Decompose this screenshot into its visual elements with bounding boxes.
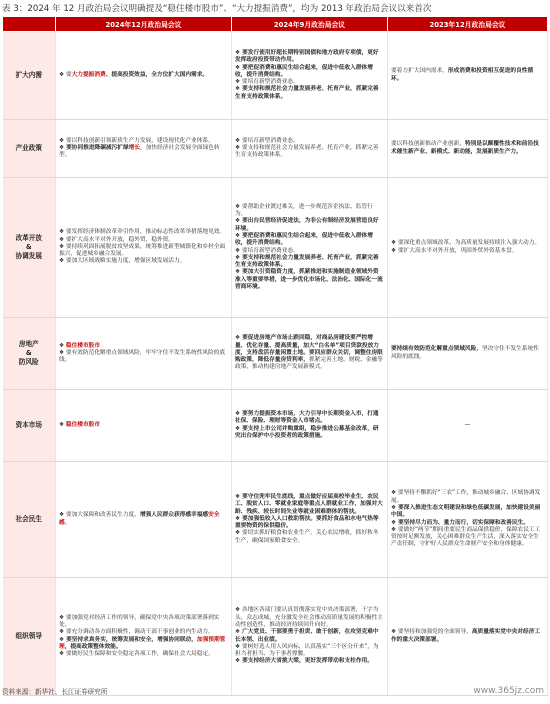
- cell-text: 稳住楼市股市: [65, 342, 101, 349]
- content-cell: [388, 32, 548, 120]
- cell-text: 加大“白名单”项目贷款投放力度，支持盘活存量闲置土地。要回应群众关切，调整住房限购政策，降低存量房贷利率，: [235, 342, 383, 364]
- cell-text: ❖ 要发挥经济体制改革牵引作用，推动标志性改革举措落地见效。: [59, 229, 226, 236]
- content-cell: [388, 390, 548, 462]
- category-cell: [3, 390, 56, 462]
- cell-text: ❖ 要培育新型消费业态。: [235, 137, 299, 144]
- cell-text: ❖ 要守住兜牢民生底线，重点做好应届高校毕业生、农民工、脱贫人口、零就业家庭等重点人群就业工作，加强对大龄、残疾、较长时间失业等就业困难群体的帮扶。: [235, 493, 383, 515]
- content-cell: [56, 32, 232, 120]
- cell-text: ❖ 要切实抓好粮食和农业生产，关心农民增收，抓好秋冬生产，确保国家粮食安全。: [235, 530, 379, 544]
- cell-text: ❖ 广大党员、干部要勇于担责、敢于创新，在攻坚克难中长本领、出业绩。: [235, 629, 379, 643]
- cell-text: 增强人民群众获得感幸福感: [139, 512, 209, 519]
- cell-text: ❖ 要坚持求真务实，统筹发展和安全，增强协同联动，: [59, 636, 197, 643]
- cell-text: 安全感: [59, 512, 220, 526]
- content-cell: [388, 318, 548, 390]
- cell-text: ❖ 要出台民营经济促进法，为非公有制经济发展营造良好环境。: [235, 218, 379, 232]
- table-row: [3, 462, 548, 578]
- cell-text: ❖ 要把促消费和惠民生结合起来，促进中低收入群体增收，提升消费结构。: [235, 232, 373, 247]
- cell-text: ❖ 要深入推进生态文明建设和绿色低碳发展，加快建设美丽中国。: [391, 504, 541, 519]
- cell-text: 要持续有效防范化解重点领域风险，: [391, 346, 482, 353]
- header-cell: 2024年9月政治局会议: [232, 17, 388, 32]
- watermark: www.365jz.com: [473, 686, 544, 696]
- cell-text: ❖ 要支持和规范社会力量发展养老、托育产业，抓紧完善生育支持政策体系。: [235, 254, 379, 269]
- category-label: 产业政策: [15, 144, 42, 152]
- cell-text: ❖ 要持续巩固拓展脱贫攻坚成果，统筹推进新型城镇化和乡村全面振兴，促进城乡融合发展。: [59, 243, 226, 258]
- header-cell: 2024年12月政治局会议: [56, 17, 232, 32]
- cell-text: ❖ 要坚持和加强党的全面领导，: [391, 629, 472, 636]
- cell-text: ❖ 要加强低收入人口救助帮扶。要抓好食品和水电气热等重要物资的保供稳价。: [235, 515, 379, 530]
- cell-text: ❖ 要加强党对经济工作的领导，确保党中央各项决策部署落到实处。: [59, 614, 220, 628]
- cell-text: ❖ 要培育新型消费业态。: [235, 247, 299, 254]
- table-row: [3, 390, 548, 462]
- comparison-table: [2, 16, 548, 696]
- cell-text: 稳住楼市股市: [65, 421, 101, 428]
- category-cell: [3, 578, 56, 696]
- content-cell: [388, 120, 548, 178]
- cell-text: ，加快经济社会发展全面绿色转型。: [59, 144, 220, 159]
- content-cell: [232, 390, 388, 462]
- table-row: [3, 318, 548, 390]
- category-label: 房地产: [18, 340, 39, 348]
- cell-text: ❖ 要支持经济大省挑大梁，更好发挥带动和支柱作用。: [235, 658, 373, 665]
- cell-text: 要以科技创新推动产业创新，: [391, 141, 465, 148]
- table-row: [3, 178, 548, 318]
- content-cell: [56, 178, 232, 318]
- cell-text: ❖ 要深化重点领域改革，为高质量发展持续注入强大动力。: [391, 240, 541, 247]
- category-label: &: [25, 349, 32, 357]
- cell-text: ❖: [59, 421, 66, 428]
- cell-text: ❖ 要: [59, 71, 72, 78]
- cell-text: ❖ 要支持和规范社会力量发展养老、托育产业，抓紧完善生育支持政策体系。: [235, 86, 379, 100]
- cell-text: ❖ 要努力提振资本市场，大力引导中长期资金入市，打通社保、保险、理财等资金入市堵点。: [235, 410, 379, 425]
- content-cell: [56, 318, 232, 390]
- cell-text: ❖ 要坚持尽力而为、量力而行，切实保障和改善民生。: [391, 519, 529, 526]
- cell-text: ❖ 要支持和规范社会力量发展养老、托育产业，抓紧完善生育支持政策体系。: [235, 144, 379, 159]
- cell-text: 、提高投资效益，全方位扩大国内需求。: [105, 71, 209, 78]
- content-cell: [56, 390, 232, 462]
- category-label: 扩大内需: [15, 71, 42, 79]
- cell-text: ❖ 要扩大高水平对外开放，稳外贸、稳外资。: [59, 236, 174, 243]
- table-header-row: [3, 17, 548, 32]
- cell-text: ❖ 要加大引资稳资力度，抓紧推进和实施制造业领域外资准入等重要举措，进一步优化市场化、法治化、国际化一流营商环境。: [235, 269, 383, 290]
- cell-text: ❖ 要把促消费和惠民生结合起来，促进中低收入群体增收，提升消费结构。: [235, 64, 373, 78]
- cell-text: ❖ 要做好“两节”期间重要民生商品保供稳价，保障农民工工资按时足额发放，关心困难群众生产生活，深入落实安全生产责任制，守护好人民群众生命财产安全和身体健康。: [391, 526, 541, 548]
- category-label: 资本市场: [15, 421, 42, 429]
- cell-text: 特别是以颠覆性技术和前沿技术催生新产业、新模式、新动能，发展新质生产力。: [391, 141, 539, 155]
- cell-text: ❖ 要促进房地产市场止跌回稳，对商品房建设要严控增量、优化存量、提高质量，: [235, 335, 373, 349]
- cell-text: 大力提振消费: [71, 71, 106, 78]
- content-cell: [232, 120, 388, 178]
- cell-text: ❖ 要做好民生保障和安全稳定各项工作，确保社会大局稳定。: [59, 651, 214, 658]
- category-label: 组织领导: [15, 632, 42, 640]
- table-row: [3, 120, 548, 178]
- category-label: 防风险: [18, 358, 39, 366]
- cell-text: ❖ 要加大区域战略实施力度，增强区域发展活力。: [59, 258, 186, 265]
- cell-text: ❖ 要协同推进降碳减污扩绿: [59, 144, 129, 151]
- category-cell: [3, 462, 56, 578]
- category-label: 协调发展: [15, 252, 42, 260]
- cell-text: 坚决守住不发生系统性风险的底线。: [391, 346, 539, 360]
- cell-text: 形成消费和投资相互促进的良性循环。: [391, 68, 534, 82]
- content-cell: [56, 578, 232, 696]
- cell-text: 抓紧完善土地、财税、金融等政策，推动构建房地产发展新模式。: [235, 357, 383, 371]
- category-cell: [3, 120, 56, 178]
- content-cell: [232, 318, 388, 390]
- cell-text: ❖ 要扩大高水平对外开放，巩固外贸外资基本盘。: [391, 247, 518, 254]
- table-row: [3, 578, 548, 696]
- cell-text: ❖ 要有效防范化解重点领域风险，牢牢守住不发生系统性风险的底线。: [59, 349, 226, 364]
- category-label: 改革开放: [15, 234, 42, 242]
- content-cell: [232, 178, 388, 318]
- category-label: &: [25, 243, 32, 251]
- header-cell: [3, 17, 56, 32]
- cell-text: 高质量落实党中央对经济工作的重大决策部署。: [391, 629, 541, 643]
- content-cell: [388, 462, 548, 578]
- cell-text: ❖ 要支持上市公司并购重组，稳步推进公募基金改革，研究出台保护中小投资者的政策措施。: [235, 425, 379, 439]
- content-cell: [56, 120, 232, 178]
- cell-text: ❖ 要充分调动各方面积极性，调动干部干事创业的内生动力。: [59, 629, 214, 636]
- category-cell: [3, 318, 56, 390]
- table-row: [3, 32, 548, 120]
- cell-text: 加强预期管理: [59, 636, 226, 650]
- category-cell: [3, 178, 56, 318]
- cell-text: 。: [64, 519, 71, 526]
- cell-text: ❖ 要帮助企业渡过难关，进一步规范涉企执法、监管行为。: [235, 203, 373, 218]
- cell-text: ❖ 要以科技创新引领新质生产力发展，建设现代化产业体系。: [59, 137, 214, 144]
- category-label: 社会民生: [15, 515, 42, 523]
- header-cell: 2023年12月政治局会议: [388, 17, 548, 32]
- cell-text: ❖ 要加大保障和改善民生力度，: [59, 512, 140, 519]
- cell-text: ，提高政策整体效能。: [64, 643, 122, 650]
- cell-text: ❖ 要树好选人用人风向标，认真落实“三个区分开来”，为担当者担当、为干事者撑腰。: [235, 643, 379, 658]
- cell-text: ❖ 要培育新型消费业态。: [235, 79, 299, 86]
- content-cell: [56, 462, 232, 578]
- content-cell: [232, 32, 388, 120]
- content-cell: [232, 462, 388, 578]
- content-cell: [232, 578, 388, 696]
- content-cell: [388, 578, 548, 696]
- cell-text: —: [464, 421, 471, 428]
- source-note: 资料来源：新华社、长江证券研究所: [2, 688, 108, 696]
- cell-text: 要着力扩大国内需求，: [391, 68, 448, 75]
- cell-text: ❖ 要坚持不懈抓好“三农”工作，推动城乡融合、区域协调发展。: [391, 490, 541, 504]
- category-cell: [3, 32, 56, 120]
- cell-text: ❖: [59, 342, 66, 349]
- content-cell: [388, 178, 548, 318]
- cell-text: 增长: [128, 144, 141, 151]
- cell-text: ❖ 各地区各部门要认真贯彻落实党中央决策部署，干字当头、众志成城，充分激发全社会推动高质量发展的积极性主动性创造性，推动经济持续回升向好。: [235, 607, 383, 628]
- cell-text: ❖ 要发行使用好超长期特别国债和地方政府专项债，更好发挥政府投资带动作用。: [235, 49, 379, 64]
- table-caption: 表 3：2024 年 12 月政治局会议明确提及“稳住楼市股市”、“大力提振消费”，均为 2013 年政治局会议以来首次: [2, 4, 432, 14]
